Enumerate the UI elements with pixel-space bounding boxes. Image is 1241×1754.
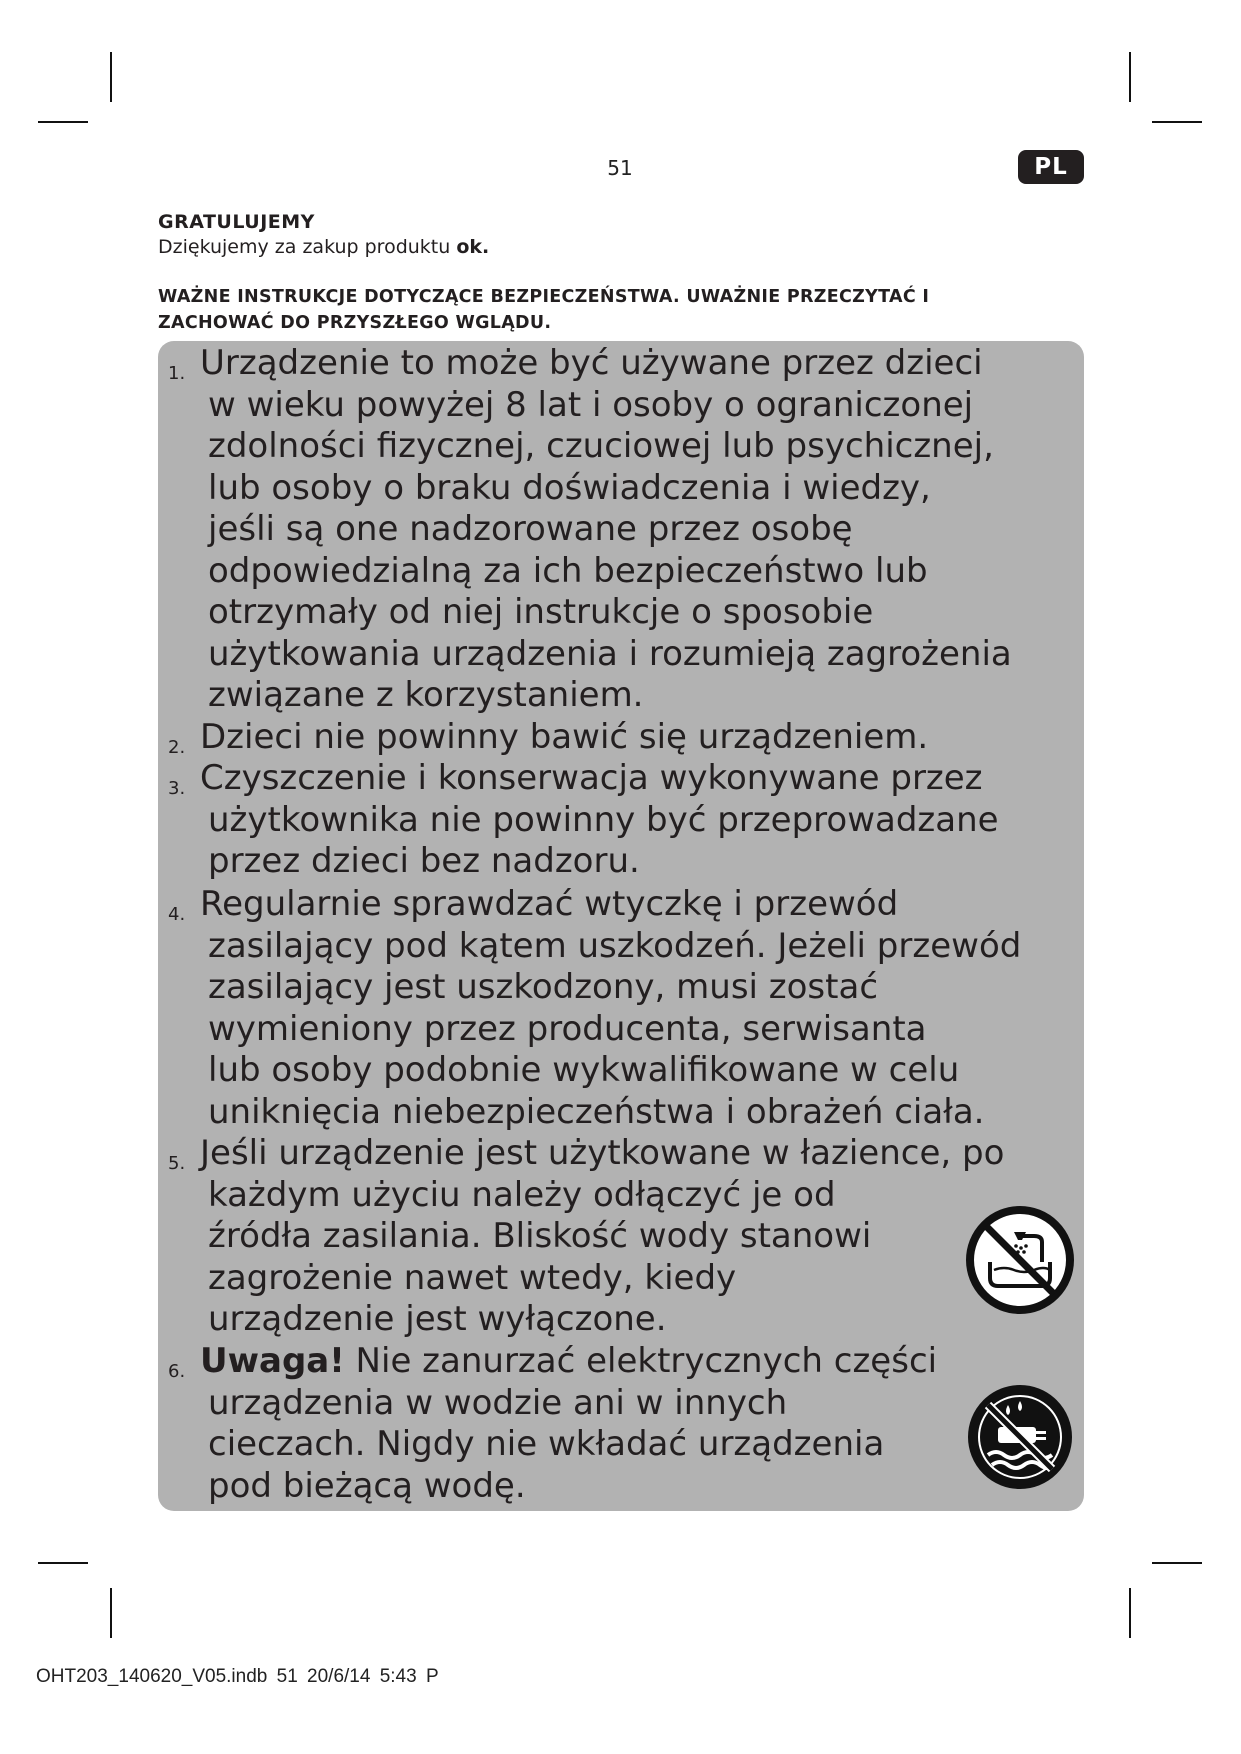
item-number: 6. (168, 1361, 186, 1382)
no-bathtub-shower-icon (964, 1204, 1076, 1316)
item-line: lub osoby podobnie wykwalifikowane w celu (208, 1050, 960, 1090)
item-line: urządzenie jest wyłączone. (208, 1299, 667, 1339)
warning-label: Uwaga! (200, 1341, 345, 1381)
safety-heading-line: ZACHOWAĆ DO PRZYSZŁEGO WGLĄDU. (158, 313, 552, 333)
item-line: źródła zasilania. Bliskość wody stanowi (208, 1216, 872, 1256)
item-line: Urządzenie to może być używane przez dzieci (200, 343, 983, 383)
item-line: użytkowania urządzenia i rozumieją zagrożenia (208, 633, 1012, 674)
item-line: lub osoby o braku doświadczenia i wiedzy, (208, 467, 931, 508)
crop-mark (1152, 121, 1202, 123)
item-line: urządzenia w wodzie ani w innych (208, 1382, 788, 1423)
safety-instructions-box (158, 341, 1084, 1511)
page-number: 51 (607, 156, 633, 180)
crop-mark (1129, 1588, 1131, 1638)
item-number: 3. (168, 778, 186, 799)
item-number: 5. (168, 1153, 186, 1174)
list-item (168, 343, 1012, 717)
item-line: zasilający jest uszkodzony, musi zostać (208, 967, 879, 1007)
item-line: Dzieci nie powinny bawić się urządzeniem. (200, 717, 929, 757)
item-line (168, 1341, 937, 1383)
congrats-heading: GRATULUJEMY (158, 211, 315, 233)
safety-heading (158, 284, 1038, 336)
crop-mark (1129, 52, 1131, 102)
item-line: otrzymały od niej instrukcje o sposobie (208, 592, 874, 632)
item-line: zasilający pod kątem uszkodzeń. Jeżeli przewód (208, 925, 1022, 966)
item-line: użytkownika nie powinny być przeprowadzane (208, 799, 999, 840)
item-line: każdym użyciu należy odłączyć je od (208, 1174, 836, 1215)
item-line: przez dzieci bez nadzoru. (208, 841, 640, 881)
list-item (168, 884, 1021, 1133)
item-line: w wieku powyżej 8 lat i osoby o ograniczonej (208, 384, 974, 425)
item-line: Czyszczenie i konserwacja wykonywane przez (200, 758, 983, 798)
safety-heading-line: WAŻNE INSTRUKCJE DOTYCZĄCE BEZPIECZEŃSTWA. UWAŻNIE PRZECZYTAĆ I (158, 287, 930, 307)
item-line-text: Nie zanurzać elektrycznych części (344, 1341, 938, 1381)
item-line: zagrożenie nawet wtedy, kiedy (208, 1257, 737, 1298)
crop-mark (38, 1562, 88, 1564)
item-line: Regularnie sprawdzać wtyczkę i przewód (200, 884, 899, 924)
crop-mark (38, 121, 88, 123)
crop-mark (110, 1588, 112, 1638)
item-number: 4. (168, 904, 186, 925)
thanks-line (158, 236, 489, 258)
no-water-immersion-icon (964, 1381, 1076, 1493)
item-line: uniknięcia niebezpieczeństwa i obrażeń ciała. (208, 1091, 985, 1132)
list-item (168, 1133, 1004, 1341)
list-item (168, 1341, 937, 1507)
print-file-info: OHT203_140620_V05.indb 51 20/6/14 5:43 P (36, 1666, 439, 1687)
item-line: zdolności fizycznej, czuciowej lub psychicznej, (208, 426, 994, 466)
item-line: odpowiedzialną za ich bezpieczeństwo lub (208, 550, 928, 591)
list-item (168, 758, 999, 883)
item-line: jeśli są one nadzorowane przez osobę (208, 509, 853, 549)
item-line: pod bieżącą wodę. (208, 1465, 526, 1506)
crop-mark (110, 52, 112, 102)
item-line: związane z korzystaniem. (208, 675, 644, 715)
item-number: 2. (168, 737, 186, 758)
language-badge: PL (1018, 150, 1084, 184)
list-item (168, 717, 928, 759)
item-line: wymieniony przez producenta, serwisanta (208, 1008, 927, 1049)
item-line: cieczach. Nigdy nie wkładać urządzenia (208, 1424, 885, 1464)
item-line: Jeśli urządzenie jest użytkowane w łazience, po (200, 1133, 1005, 1173)
thanks-text: Dziękujemy za zakup produktu (158, 236, 451, 258)
item-number: 1. (168, 363, 186, 384)
crop-mark (1152, 1562, 1202, 1564)
brand-name: ok. (456, 236, 490, 258)
